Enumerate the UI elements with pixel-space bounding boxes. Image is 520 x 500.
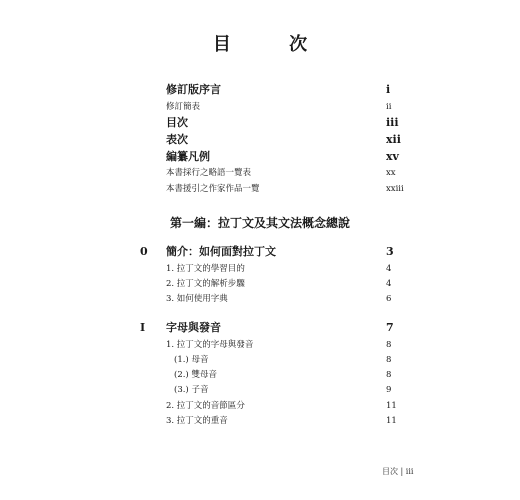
chapter-number: 0 <box>140 245 148 258</box>
toc-entry-label: 修訂版序言 <box>166 83 221 96</box>
toc-subentry-page: 8 <box>386 340 392 350</box>
toc-subentry-page: 11 <box>386 401 397 411</box>
toc-entry-page: xxiii <box>386 184 404 194</box>
toc-entry[interactable] <box>166 150 406 164</box>
chapter-heading[interactable] <box>140 320 400 336</box>
toc-subentry-label: (1.) 母音 <box>174 355 209 365</box>
toc-subentry-page: 8 <box>386 355 392 365</box>
toc-entry[interactable] <box>166 83 406 97</box>
toc-entry[interactable] <box>166 100 406 114</box>
toc-entry[interactable] <box>166 182 406 196</box>
toc-subentry-label: 2. 拉丁文的解析步驟 <box>166 279 245 289</box>
toc-subentry-page: 4 <box>386 264 392 274</box>
toc-entry-label: 編纂凡例 <box>166 150 210 163</box>
toc-entry[interactable] <box>166 116 406 130</box>
toc-entry-label: 本書採行之略語一覽表 <box>166 168 252 178</box>
toc-subentry[interactable] <box>166 262 406 276</box>
toc-subentry-label: 2. 拉丁文的音節區分 <box>166 401 245 411</box>
toc-subentry[interactable] <box>174 368 406 382</box>
toc-subentry-label: 3. 拉丁文的重音 <box>166 416 228 426</box>
page-footer: 目次 | iii <box>382 467 414 476</box>
toc-subentry[interactable] <box>174 353 406 367</box>
toc-entry-label: 本書援引之作家作品一覽 <box>166 184 260 194</box>
toc-entry-label: 目次 <box>166 116 188 129</box>
chapter-page: 7 <box>386 321 394 334</box>
page-title: 目 次 <box>212 34 334 55</box>
toc-subentry[interactable] <box>166 399 406 413</box>
chapter-page: 3 <box>386 245 394 258</box>
toc-entry-page: xii <box>386 133 401 146</box>
toc-subentry[interactable] <box>166 292 406 306</box>
toc-entry-page: iii <box>386 116 399 129</box>
toc-entry-label: 修訂簡表 <box>166 102 201 112</box>
chapter-title: 簡介：如何面對拉丁文 <box>166 245 276 258</box>
toc-subentry-label: (3.) 子音 <box>174 385 209 395</box>
toc-subentry[interactable] <box>166 338 406 352</box>
chapter-title: 字母與發音 <box>166 321 221 334</box>
toc-subentry[interactable] <box>166 277 406 291</box>
toc-subentry-label: (2.) 雙母音 <box>174 370 217 380</box>
toc-subentry-page: 9 <box>386 385 392 395</box>
part-title: 第一編：拉丁文及其文法概念總說 <box>169 216 350 230</box>
toc-entry-page: i <box>386 83 391 96</box>
toc-subentry-page: 11 <box>386 416 397 426</box>
toc-subentry-label: 1. 拉丁文的字母與發音 <box>166 340 254 350</box>
chapter-number: I <box>140 321 146 334</box>
toc-subentry-page: 6 <box>386 294 392 304</box>
toc-subentry-page: 8 <box>386 370 392 380</box>
toc-subentry-page: 4 <box>386 279 392 289</box>
toc-entry[interactable] <box>166 133 406 147</box>
toc-entry-page: xv <box>386 150 399 163</box>
toc-entry-label: 表次 <box>166 133 188 146</box>
toc-subentry[interactable] <box>166 414 406 428</box>
toc-entry-page: ii <box>386 102 392 112</box>
toc-entry-page: xx <box>386 168 396 178</box>
toc-subentry-label: 3. 如何使用字典 <box>166 294 228 304</box>
chapter-heading[interactable] <box>140 244 400 260</box>
toc-subentry-label: 1. 拉丁文的學習目的 <box>166 264 245 274</box>
toc-subentry[interactable] <box>174 383 406 397</box>
toc-entry[interactable] <box>166 166 406 180</box>
